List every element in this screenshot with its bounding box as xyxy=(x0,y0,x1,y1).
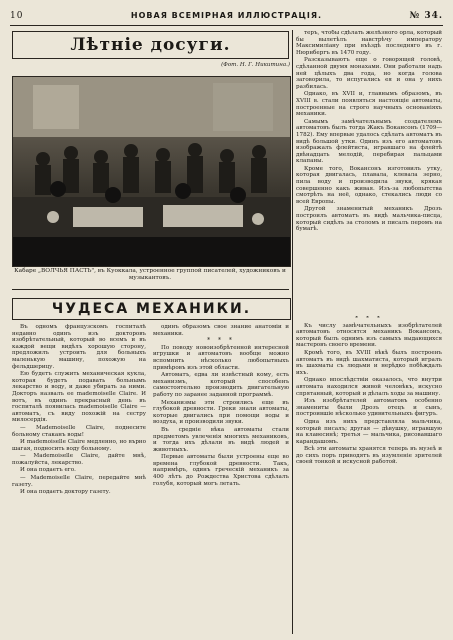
paragraph: Въ средніе вѣка автоматы стали предметомъ увлеченія многихъ механиковъ, и тогда ихъ дѣлали въ видѣ людей и животныхъ. xyxy=(153,426,289,453)
paragraph: Разсказываютъ еще о говорящей головѣ, сдѣланной двумя монахами. Они работали надъ ней цѣлыхъ два года, но когда голова заговорила, то испугались ея и она у нихъ разбилась. xyxy=(296,57,442,90)
paragraph: Въ одномъ французскомъ госпиталѣ недавно одинъ изъ докторовъ изобрѣтательный, который во всемъ и въ каждой вещи видѣлъ хорошую сторону, предложилъ устроить для больныхъ маленькую машину, похожую на фельдшерицу. xyxy=(12,324,146,370)
section-stars: * * * xyxy=(207,337,235,345)
paragraph: И она подаетъ доктору газету. xyxy=(20,489,111,496)
cabaret-photograph xyxy=(12,76,291,267)
column-rule xyxy=(292,30,293,634)
paragraph: теръ, чтобы сдѣлать желѣзного орла, который бы вылетѣлъ навстрѣчу императору Максимиліану при въѣздѣ последняго въ г. Нюрнбергъ въ 1470 году. xyxy=(296,30,442,56)
section-divider xyxy=(12,289,289,290)
column-right-top xyxy=(296,30,442,306)
paragraph: Всѣ эти автоматы хранятся теперь въ музеѣ и до сихъ поръ приводятъ въ изумленіе зрителей своей тонкой и искусной работой. xyxy=(296,446,442,466)
page-number: 10 xyxy=(10,11,24,21)
paragraph: И она подаетъ его. xyxy=(20,467,76,474)
article-title-wonders-of-mechanics xyxy=(12,298,291,320)
journal-title: НОВАЯ ВСЕМІРНАЯ ИЛЛЮСТРАЦІЯ. xyxy=(130,11,323,20)
photo-scene xyxy=(13,77,290,266)
running-header xyxy=(10,9,443,26)
article-title-text: Лѣтніе досуги. xyxy=(70,35,231,55)
paragraph: Къ числу замѣчательныхъ изобрѣтателей автоматовъ относятся механикъ Вокансонъ, который былъ однимъ изъ самыхъ выдающихся мастеровъ своего времени. xyxy=(296,322,442,349)
paragraph: — Mademoiselle Claire, передайте мнѣ газету. xyxy=(12,475,146,488)
paragraph: Механизмы эти строились еще въ глубокой древности. Греки знали автоматы, которые двигались при помощи воды и воздуха, и производили звуки. xyxy=(153,399,289,426)
paragraph: — Mademoiselle Claire, поднесите больному стаканъ воды! xyxy=(12,424,146,438)
section-stars: * * * xyxy=(355,316,383,322)
column-left-bottom xyxy=(12,324,146,634)
article-title-text: ЧУДЕСА МЕХАНИКИ. xyxy=(51,301,252,317)
paragraph: Другой знаменитый механикъ Дрозъ построилъ автоматъ въ видѣ мальчика-писца, который сидѣлъ за столомъ и писалъ перомъ на бумагѣ. xyxy=(296,206,442,233)
column-right-bottom xyxy=(296,316,442,634)
paragraph: Кроме того, Вокансонъ изготовилъ утку, которая двигалась, плавала, клевала зерно, пила воду и производила звуки, крякая совершенно какъ живая. Изъ-за любопытства смотрѣть на неё, однако, стекались люди со всей Европы. xyxy=(296,165,442,205)
photo-caption: Кабаре „ВОЛЧЬЯ ПАСТЬ", въ Куоккала, устроенное группой писателей, художниковъ и музыкантовъ. xyxy=(14,268,286,281)
paragraph: одинъ образомъ свое знание анатоміи и механики. xyxy=(153,324,289,337)
paragraph: Кромѣ того, въ XVIII вѣкѣ былъ построенъ автоматъ въ видѣ шахматиста, который игралъ въ шахматы съ людьми и нерѣдко побѣждалъ ихъ. xyxy=(296,349,442,376)
photo-credit: (Фот. Н. Г. Никитина.) xyxy=(221,62,290,68)
paragraph: Однако, въ XVII и, главнымъ образомъ, въ XVIII в. стали появляться настоящіе автоматы, построенные на строго научныхъ основаніяхъ механики. xyxy=(296,91,442,118)
paragraph: Самымъ замѣчательнымъ создателемъ автоматовъ былъ тогда Жакъ Вокансонъ (1709—1782). Ему впервые удалось сдѣлать автоматъ въ видѣ большой утки. Одинъ изъ его автоматовъ изображалъ флейтиста, игравшаго на флейтѣ двѣнадцать мелодій, перебирая пальцами клапаны. xyxy=(296,118,442,165)
paragraph: Одна изъ нихъ представляла мальчика, который писалъ; другая — дѣвушку, игравшую на клавесинѣ; третья — мальчика, рисовавшаго карандашомъ. xyxy=(296,418,442,445)
paragraph: По поводу новоизобрѣтенной интересной игрушки и автоматовъ вообще можно вспомнить нѣсколько любопытныхъ примѣровъ изъ этой области. xyxy=(153,344,289,371)
paragraph: Ею будетъ служить механическая кукла, которая будетъ подавать больнымъ лекарство и воду, и даже убирать за ними. Докторъ назвалъ ее mademoiselle Claire. И вотъ, въ одинъ прекрасный день въ госпиталѣ появилась mademoiselle Claire — автоматъ, съ виду похожій на сестру милосердія. xyxy=(12,371,146,424)
paragraph: — Mademoiselle Claire, дайте мнѣ, пожалуйста, лекарство. xyxy=(12,453,146,466)
paragraph: Первые автоматы были устроены еще во времена глубокой древности. Такъ, напримѣръ, одинъ греческій механикъ за 400 лѣтъ до Рождества Христова сдѣлалъ голубя, который могъ летать. xyxy=(153,454,289,487)
column-middle-bottom xyxy=(153,324,289,634)
paragraph: Однако впослѣдствіи оказалось, что внутри автомата находился живой человѣкъ, искусно спрятанный, который и дѣлалъ ходы за машину. xyxy=(296,377,442,397)
paragraph: Изъ изобрѣтателей автоматовъ особенно знамениты были Дрозъ отецъ и сынъ, построившіе нѣсколько удивительныхъ фигуръ. xyxy=(296,398,442,418)
paragraph: Автоматъ, едва ли извѣстный кому, есть механизмъ, который способенъ самостоятельно производить двигательную работу по заранее заданной программѣ. xyxy=(153,372,289,398)
issue-number: № 34. xyxy=(409,11,443,21)
paragraph: И mademoiselle Claire медленно, но върно шагая, подносить воду больному. xyxy=(12,439,146,452)
article-title-summer-leisure xyxy=(12,31,289,59)
